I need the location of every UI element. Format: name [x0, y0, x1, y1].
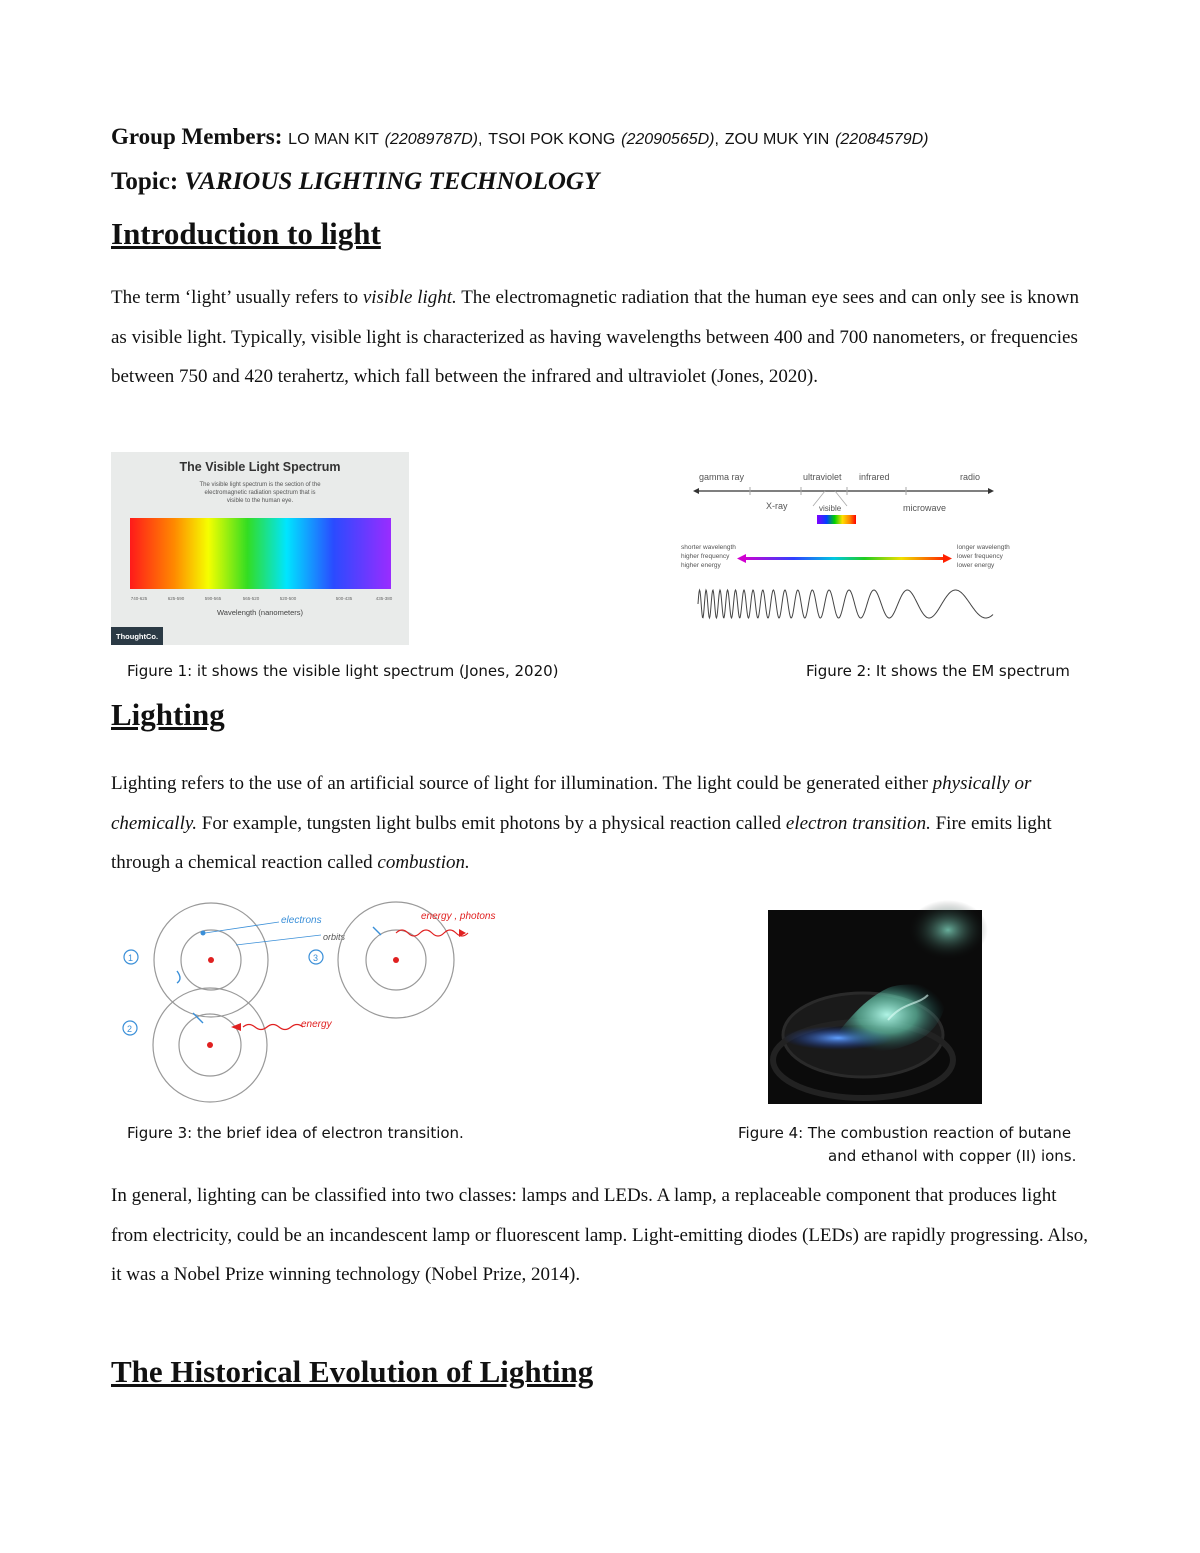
fig1-axis-label: Wavelength (nanometers) [216, 608, 304, 617]
fig3-label-energy: energy [301, 1019, 332, 1030]
fig2-label-xray: X-ray [766, 501, 788, 511]
fig2-label-gamma: gamma ray [699, 472, 745, 482]
lighting-heading: Lighting [111, 697, 225, 732]
figure-2-svg [681, 466, 1010, 630]
fig1-spectrum-bar [130, 518, 391, 589]
lighting-text-em3: combustion. [377, 852, 470, 873]
fig2-left-1: shorter wavelength [681, 544, 736, 551]
figure-1-visible-spectrum [111, 452, 409, 645]
fig1-tick-2: 625-590 [167, 596, 185, 601]
fig2-label-radio: radio [960, 472, 981, 482]
fig2-right-3: lower energy [957, 562, 995, 569]
lighting-text-a: Lighting refers to the use of an artificial source of light for illumination. The light could be generated either [111, 773, 933, 794]
figure-1-svg [111, 452, 409, 645]
fig3-step-1: 1 [128, 953, 134, 963]
fig1-desc-1: The visible light spectrum is the section of the [199, 482, 321, 488]
fig2-left-2: higher frequency [681, 553, 730, 560]
topic-label: Topic: [111, 168, 179, 195]
fig1-tick-3: 590-565 [204, 596, 222, 601]
figure-2-em-spectrum [681, 466, 1010, 630]
fig3-step-2: 2 [127, 1024, 133, 1034]
lighting-paragraph-1 [111, 764, 1091, 883]
figure-4-caption-line-2: and ethanol with copper (II) ions. [828, 1147, 1077, 1165]
fig2-left-3: higher energy [681, 562, 721, 569]
figure-3-svg [111, 905, 511, 1105]
intro-text-b: The electromagnetic radiation that the human eye sees and can only see is known as visible light. Typically, visible light is characterized as having wavelengths between 400 and 700 nanometers, or frequencies between 750 and 420 terahertz, which fall between the infrared and ultraviolet (Jones, 2020). [111, 287, 1079, 387]
fig2-rainbow-arrow [743, 557, 946, 560]
fig1-title: The Visible Light Spectrum [179, 460, 341, 474]
intro-text-a: The term ‘light’ usually refers to [111, 287, 363, 308]
history-heading: The Historical Evolution of Lighting [111, 1354, 594, 1389]
fig1-tick-4: 565-520 [242, 596, 260, 601]
fig1-desc-3: visible to the human eye. [226, 498, 294, 504]
fig2-wave [698, 590, 993, 618]
figure-4-caption-line-1: Figure 4: The combustion reaction of butane [738, 1124, 1072, 1142]
topic-line [111, 168, 599, 196]
lighting-text-b: For example, tungsten light bulbs emit photons by a physical reaction called [197, 812, 786, 834]
fig1-tick-6: 500-435 [335, 596, 353, 601]
member-1-name: LO MAN KIT [288, 131, 379, 148]
fig3-label-energy-photons: energy , photons [421, 911, 496, 922]
members-label: Group Members: [111, 124, 283, 149]
fig3-step-3: 3 [313, 953, 319, 963]
lighting-text-c: Fire emits light through a chemical reaction called [111, 812, 1052, 873]
fig1-desc-2: electromagnetic radiation spectrum that is [204, 490, 316, 496]
fig1-tick-7: 435-380 [375, 596, 393, 601]
fig2-label-visible: visible [819, 504, 842, 513]
topic-value: VARIOUS LIGHTING TECHNOLOGY [184, 168, 600, 195]
fig2-label-uv: ultraviolet [803, 472, 842, 482]
fig3-label-electrons: electrons [281, 915, 322, 926]
fig2-label-ir: infrared [859, 472, 890, 482]
figure-4-flame-photo [768, 910, 982, 1104]
member-1-id: (22089787D) [384, 131, 479, 148]
member-2-id: (22090565D) [621, 131, 715, 148]
fig2-right-2: lower frequency [957, 553, 1003, 560]
fig2-label-microwave: microwave [903, 503, 947, 513]
figure-2-caption: Figure 2: It shows the EM spectrum [806, 662, 1070, 680]
fig1-tick-5: 520-500 [279, 596, 297, 601]
intro-text-em: visible light. [362, 287, 457, 308]
figure-3-caption: Figure 3: the brief idea of electron transition. [127, 1124, 464, 1142]
lighting-text-em1: physically or chemically. [111, 773, 1032, 834]
lighting-text-em2: electron transition. [785, 812, 931, 834]
lighting-paragraph-2: In general, lighting can be classified into two classes: lamps and LEDs. A lamp, a replaceable component that produces light from electricity, could be an incandescent lamp or fluorescent lamp. Light-emitting diodes (LEDs) are rapidly progressing. Also, it was a Nobel Prize winning technology (Nobel Prize, 2014). [111, 1185, 1088, 1285]
fig1-tick-1: 740-625 [130, 596, 148, 601]
intro-paragraph [111, 278, 1091, 397]
fig2-right-1: longer wavelength [957, 544, 1010, 551]
member-3-name: ZOU MUK YIN [724, 131, 830, 148]
fig2-visible-swatch [817, 515, 856, 524]
group-members-line: Group Members: LO MAN KIT (22089787D), TSOI POK KONG (22090565D), ZOU MUK YIN (22084579D) [111, 124, 929, 149]
figure-4-svg [768, 910, 982, 1104]
fig1-brand: ThoughtCo. [116, 632, 159, 641]
member-3-id: (22084579D) [835, 131, 929, 148]
member-2-name: TSOI POK KONG [488, 131, 616, 148]
intro-heading: Introduction to light [111, 216, 381, 251]
fig3-label-orbits: orbits [323, 932, 346, 942]
figure-3-electron-transition [111, 905, 511, 1105]
figure-1-caption: Figure 1: it shows the visible light spectrum (Jones, 2020) [127, 662, 559, 680]
